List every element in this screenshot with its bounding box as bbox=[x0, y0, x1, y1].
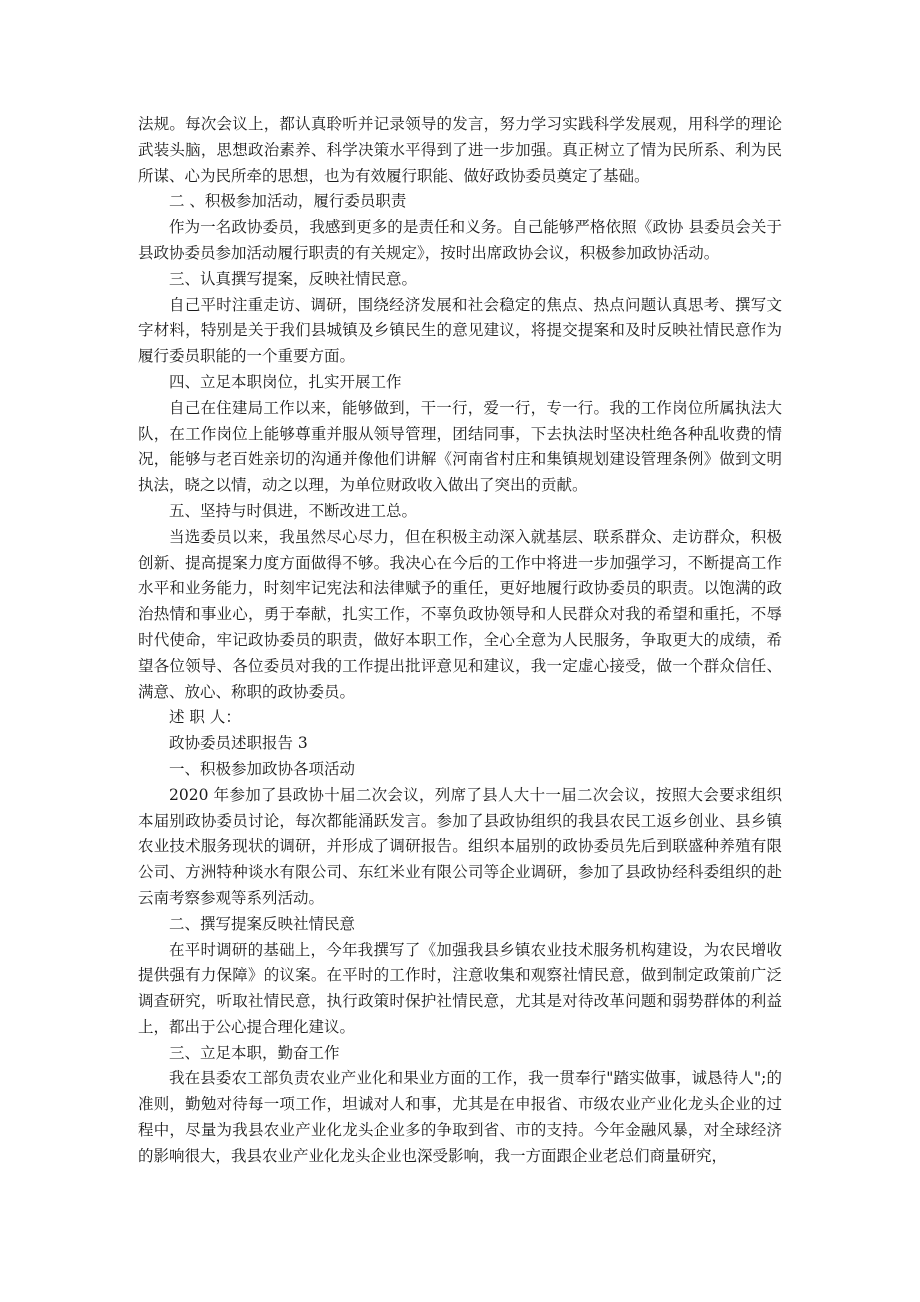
section-heading: 四、立足本职岗位，扎实开展工作 bbox=[169, 372, 402, 391]
section-heading: 三、认真撰写提案，反映社情民意。 bbox=[169, 269, 418, 288]
paragraph: 在平时调研的基础上，今年我撰写了《加强我县乡镇农业技术服务机构建设，为农民增收提供强有力保障》的议案。在平时的工作时，注意收集和观察社情民意，做到制定政策前广泛调查研究，听取社情民意，执行政策时保护社情民意，尤其是对待改革问题和弱势群体的利益上，都出于公心提合理化建议。 bbox=[138, 940, 782, 1036]
paragraph: 我在县委农工部负责农业产业化和果业方面的工作，我一贯奉行"踏实做事，诚恳待人";的准则，勤勉对待每一项工作，坦诚对人和事，尤其是在申报省、市级农业产业化龙头企业的过程中，尽量为我县农业产业化龙头企业多的争取到省、市的支持。今年金融风暴，对全球经济的影响很大，我县农业产业化龙头企业也深受影响，我一方面跟企业老总们商量研究， bbox=[138, 1069, 782, 1165]
section-heading: 三、立足本职，勤奋工作 bbox=[169, 1043, 340, 1062]
signature-line: 述 职 人： bbox=[169, 708, 241, 727]
report-title: 政协委员述职报告 3 bbox=[169, 734, 308, 753]
section-heading: 二 、积极参加活动，履行委员职责 bbox=[169, 192, 407, 211]
document-page bbox=[138, 112, 782, 1170]
section-heading: 一、积极参加政协各项活动 bbox=[169, 759, 356, 778]
paragraph: 当选委员以来，我虽然尽心尽力，但在积极主动深入就基层、联系群众、走访群众，积极创新、提高提案力度方面做得不够。我决心在今后的工作中将进一步加强学习，不断提高工作水平和业务能力，时刻牢记宪法和法律赋予的重任，更好地履行政协委员的职责。以饱满的政治热情和事业心，勇于奉献，扎实工作，不辜负政协领导和人民群众对我的希望和重托，不辱时代使命，牢记政协委员的职责，做好本职工作，全心全意为人民服务，争取更大的成绩，希望各位领导、各位委员对我的工作提出批评意见和建议，我一定虚心接受，做一个群众信任、满意、放心、称职的政协委员。 bbox=[138, 527, 782, 701]
section-heading: 二、撰写提案反映社情民意 bbox=[169, 914, 356, 933]
paragraph: 法规。每次会议上，都认真聆听并记录领导的发言，努力学习实践科学发展观，用科学的理论武装头脑，思想政治素养、科学决策水平得到了进一步加强。真正树立了情为民所系、利为民所谋、心为民所牵的思想，也为有效履行职能、做好政协委员奠定了基础。 bbox=[138, 115, 782, 185]
paragraph: 作为一名政协委员，我感到更多的是责任和义务。自己能够严格依照《政协 县委员会关于县政协委员参加活动履行职责的有关规定》，按时出席政协会议，积极参加政协活动。 bbox=[138, 218, 782, 262]
section-heading: 五、坚持与时俱进，不断改进工总。 bbox=[169, 501, 418, 520]
paragraph: 自己在住建局工作以来，能够做到，干一行，爱一行，专一行。我的工作岗位所属执法大队，在工作岗位上能够尊重并服从领导管理，团结同事，下去执法时坚决杜绝各种乱收费的情况，能够与老百姓亲切的沟通并像他们讲解《河南省村庄和集镇规划建设管理条例》做到文明执法，晓之以情，动之以理，为单位财政收入做出了突出的贡献。 bbox=[138, 398, 782, 495]
paragraph: 自己平时注重走访、调研，围绕经济发展和社会稳定的焦点、热点问题认真思考、撰写文字材料，特别是关于我们县城镇及乡镇民生的意见建议，将提交提案和及时反映社情民意作为履行委员职能的一个重要方面。 bbox=[138, 295, 782, 366]
paragraph: 2020 年参加了县政协十届二次会议，列席了县人大十一届二次会议，按照大会要求组织本届别政协委员讨论，每次都能涌跃发言。参加了县政协组织的我县农民工返乡创业、县乡镇农业技术服务现状的调研，并形成了调研报告。组织本届别的政协委员先后到联盛种养殖有限公司、方洲特种谈水有限公司、东红米业有限公司等企业调研，参加了县政协经科委组织的赴云南考察参观等系列活动。 bbox=[138, 785, 782, 907]
